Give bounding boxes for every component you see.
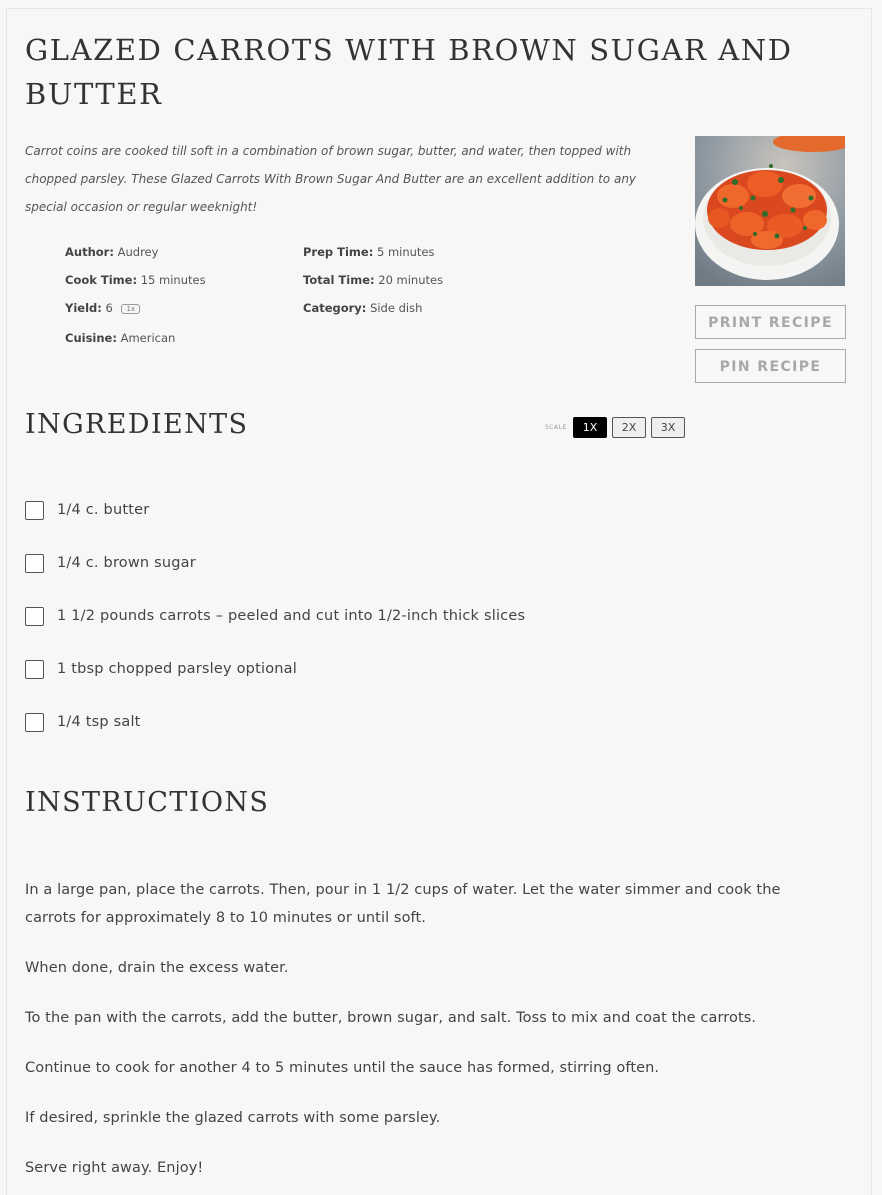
meta-category	[303, 301, 422, 315]
instruction-step: Continue to cook for another 4 to 5 minutes until the sauce has formed, stirring often.	[25, 1060, 660, 1076]
ingredient-checkbox[interactable]	[25, 713, 44, 732]
glazed-carrots-bowl-photo-icon	[695, 136, 845, 286]
meta-author	[65, 245, 158, 259]
instructions-heading: INSTRUCTIONS	[25, 787, 270, 818]
instruction-step: Serve right away. Enjoy!	[25, 1160, 204, 1176]
print-recipe-button[interactable]: PRINT RECIPE	[695, 305, 846, 339]
ingredient-text: 1 1/2 pounds carrots – peeled and cut into 1/2-inch thick slices	[57, 608, 526, 624]
meta-cook-time	[65, 273, 206, 287]
pin-recipe-button[interactable]: PIN RECIPE	[695, 349, 846, 383]
meta-total-time	[303, 273, 443, 287]
meta-total-value: 20 minutes	[378, 273, 444, 287]
ingredient-item	[25, 711, 141, 733]
meta-cuisine	[65, 331, 175, 345]
ingredient-item	[25, 552, 196, 574]
instruction-step: To the pan with the carrots, add the butter, brown sugar, and salt. Toss to mix and coat the carrots.	[25, 1010, 757, 1026]
scale-1x-button[interactable]: 1X	[573, 417, 607, 438]
ingredient-text: 1/4 c. butter	[57, 502, 150, 518]
ingredient-checkbox[interactable]	[25, 501, 44, 520]
meta-yield	[65, 301, 140, 315]
ingredient-checkbox[interactable]	[25, 554, 44, 573]
meta-category-value: Side dish	[370, 301, 423, 315]
meta-cuisine-label: Cuisine:	[65, 331, 117, 345]
ingredient-text: 1 tbsp chopped parsley optional	[57, 661, 297, 677]
ingredient-item	[25, 658, 297, 680]
instruction-step: If desired, sprinkle the glazed carrots with some parsley.	[25, 1110, 441, 1126]
ingredients-heading: INGREDIENTS	[25, 409, 249, 440]
meta-cook-label: Cook Time:	[65, 273, 138, 287]
instruction-step: In a large pan, place the carrots. Then, pour in 1 1/2 cups of water. Let the water simmer and cook the carrots for approximately 8 to 10 minutes or until soft.	[25, 882, 781, 926]
meta-author-label: Author:	[65, 245, 114, 259]
meta-yield-value: 6	[105, 301, 113, 315]
recipe-summary: Carrot coins are cooked till soft in a combination of brown sugar, butter, and water, then topped with chopped parsley. These Glazed Carrots With Brown Sugar And Butter are an excellent addition to any special occasion or regular weeknight!	[25, 144, 637, 214]
ingredient-checkbox[interactable]	[25, 660, 44, 679]
scale-3x-button[interactable]: 3X	[651, 417, 685, 438]
meta-yield-label: Yield:	[65, 301, 102, 315]
ingredient-text: 1/4 c. brown sugar	[57, 555, 196, 571]
meta-total-label: Total Time:	[303, 273, 375, 287]
meta-category-label: Category:	[303, 301, 367, 315]
meta-cook-value: 15 minutes	[140, 273, 206, 287]
meta-author-value: Audrey	[117, 245, 159, 259]
yield-scale-badge[interactable]: 1x	[121, 304, 140, 314]
meta-cuisine-value: American	[120, 331, 176, 345]
meta-prep-label: Prep Time:	[303, 245, 374, 259]
ingredient-text: 1/4 tsp salt	[57, 714, 141, 730]
ingredient-item	[25, 499, 149, 521]
instruction-step: When done, drain the excess water.	[25, 960, 289, 976]
scale-label: SCALE	[545, 424, 567, 431]
ingredient-checkbox[interactable]	[25, 607, 44, 626]
meta-prep-time	[303, 245, 435, 259]
scale-2x-button[interactable]: 2X	[612, 417, 646, 438]
recipe-title: GLAZED CARROTS WITH BROWN SUGAR AND BUTTER	[25, 33, 793, 111]
meta-prep-value: 5 minutes	[376, 245, 435, 259]
recipe-photo	[695, 136, 845, 286]
ingredient-item	[25, 605, 525, 627]
